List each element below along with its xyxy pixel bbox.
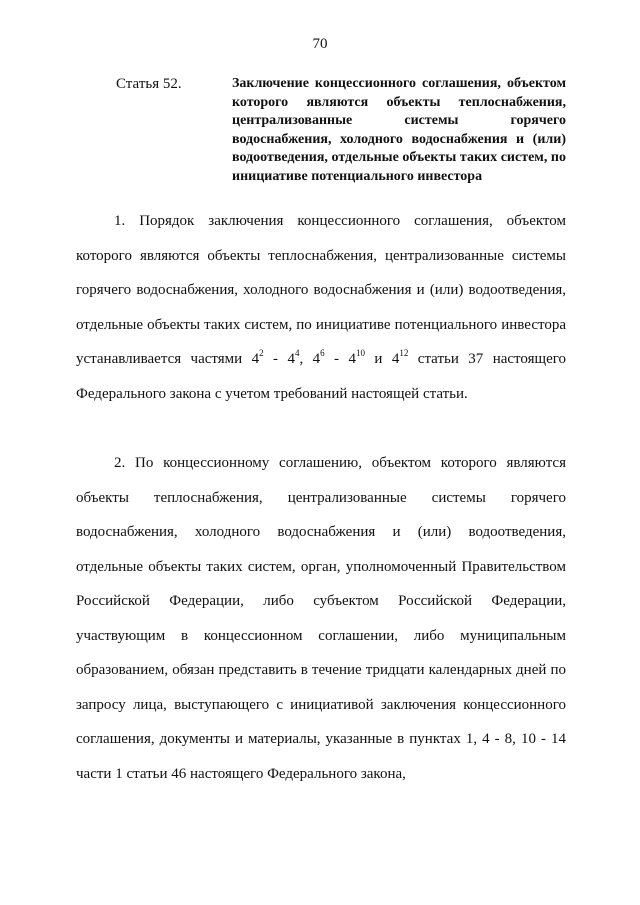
page-number: 70 (312, 36, 328, 52)
sup-b: 4 (294, 348, 300, 358)
sup-a: 2 (259, 348, 264, 358)
ref-a: 4 (251, 351, 260, 367)
paragraph-2: 2. По концессионному соглашению, объектом которого являются объекты теплоснабжения, централизованные системы горячего водоснабжения, холодного водоснабжения и (или) водоотведения, отдельные объекты таких систем, орган, уполномоченный Правительством Российской Федерации, либо субъектом Российской Федерации, участвующим в концессионном соглашении, либо муниципальным образованием, обязан представить в течение тридцати календарных дней по запросу лица, выступающего с инициативой заключения концессионного соглашения, документы и материалы, указанные в пунктах 1, 4 - 8, 10 - 14 части 1 статьи 46 настоящего Федерального закона, (76, 455, 566, 782)
and-word: и (364, 351, 392, 367)
dash-1: - (263, 351, 288, 367)
sup-d: 10 (355, 348, 365, 358)
article-title: Заключение концессионного соглашения, объектом которого являются объекты теплоснабжения, централизованные системы горячего водоснабжения, холодного водоснабжения и (или) водоотведения, отдельные объекты таких систем, по инициативе потенциального инвестора (232, 76, 566, 184)
ref-c: 4 (312, 351, 321, 367)
ref-b: 4 (287, 351, 295, 367)
sup-c: 6 (320, 348, 325, 358)
paragraph-1-text: 1. Порядок заключения концессионного соглашения, объектом которого являются объекты теплоснабжения, централизованные системы горячего водоснабжения, холодного водоснабжения и (или) водоотведения, отдельные объекты таких систем, по инициативе потенциального инвестора устанавливается частями (76, 213, 566, 367)
comma: , (299, 351, 313, 367)
article-label: Статья 52. (116, 76, 182, 92)
sup-e: 12 (399, 348, 409, 358)
ref-e: 4 (391, 351, 400, 367)
paragraph-1 (76, 204, 566, 411)
ref-d: 4 (348, 351, 356, 367)
paragraph-1-tail: статьи 37 настоящего Федерального закона с учетом требований настоящей статьи. (76, 351, 567, 402)
dash-2: - (324, 351, 349, 367)
